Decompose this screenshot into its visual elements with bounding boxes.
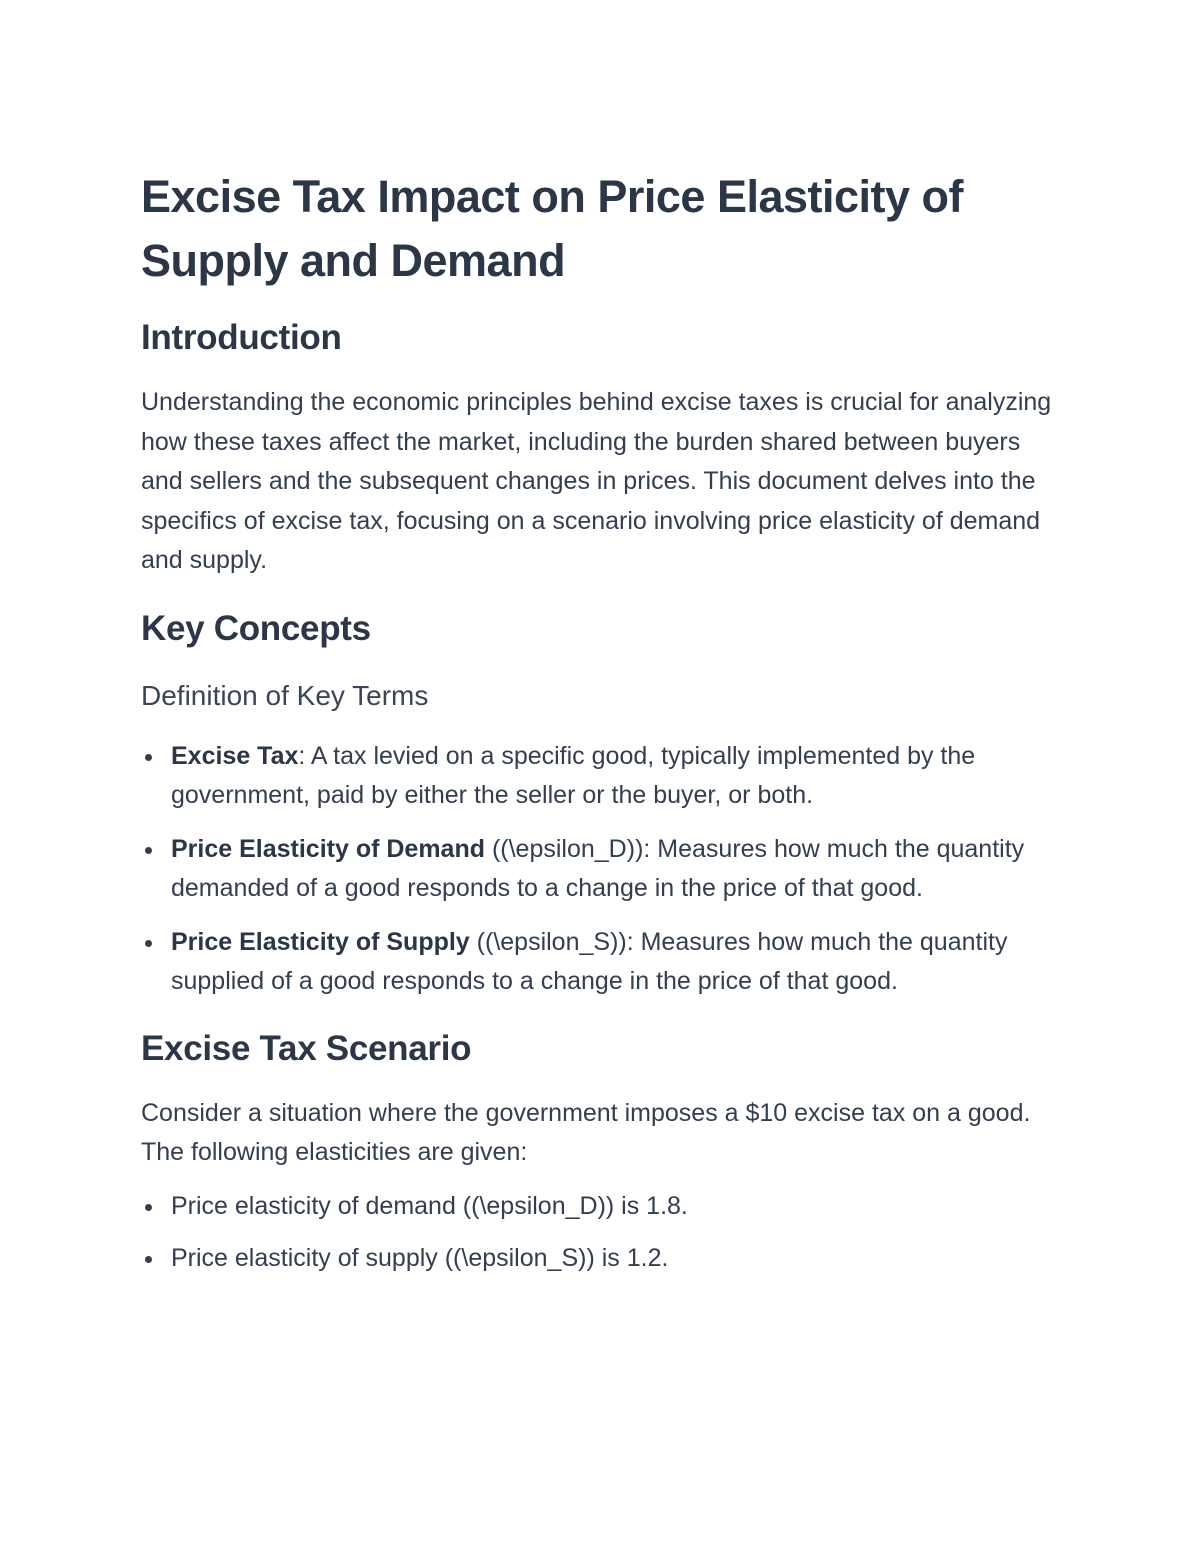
- list-item: [141, 923, 1056, 1002]
- term-definition: ((\epsilon_D)): Measures how much the quantity demanded of a good responds to a change in the price of that good.: [171, 834, 1025, 902]
- term-label: Excise Tax: [171, 741, 299, 770]
- term-definition: : A tax levied on a specific good, typically implemented by the government, paid by either the seller or the buyer, or both.: [171, 741, 976, 809]
- scenario-item-text: Price elasticity of supply ((\epsilon_S)) is 1.2.: [171, 1244, 669, 1272]
- key-concepts-heading: Key Concepts: [141, 608, 371, 648]
- introduction-paragraph: Understanding the economic principles behind excise taxes is crucial for analyzing how these taxes affect the market, including the burden shared between buyers and sellers and the subsequent changes in prices. This document delves into the specifics of excise tax, focusing on a scenario involving price elasticity of demand and supply.: [141, 388, 1052, 574]
- scenario-heading: Excise Tax Scenario: [141, 1028, 472, 1068]
- list-item: [141, 737, 1056, 816]
- term-definition: ((\epsilon_S)): Measures how much the quantity supplied of a good responds to a change in the price of that good.: [171, 927, 1008, 995]
- bullet-icon: [145, 1204, 152, 1211]
- introduction-heading: Introduction: [141, 318, 342, 357]
- scenario-item-text: Price elasticity of demand ((\epsilon_D)) is 1.8.: [171, 1191, 688, 1220]
- term-label: Price Elasticity of Demand: [171, 834, 486, 863]
- bullet-icon: [145, 847, 152, 854]
- term-label: Price Elasticity of Supply: [171, 927, 470, 956]
- definitions-subheading: Definition of Key Terms: [141, 679, 429, 711]
- document-page: [141, 165, 1056, 1279]
- bullet-icon: [145, 1256, 152, 1263]
- document-title: Excise Tax Impact on Price Elasticity of Supply and Demand: [141, 171, 964, 286]
- definitions-list: [141, 737, 1056, 1002]
- bullet-icon: [145, 754, 152, 761]
- list-item: [141, 1187, 1056, 1227]
- bullet-icon: [145, 940, 152, 947]
- scenario-paragraph: Consider a situation where the government imposes a $10 excise tax on a good. The following elasticities are given:: [141, 1098, 1031, 1166]
- list-item: [141, 830, 1056, 909]
- scenario-list: [141, 1187, 1056, 1279]
- list-item: [141, 1239, 1056, 1279]
